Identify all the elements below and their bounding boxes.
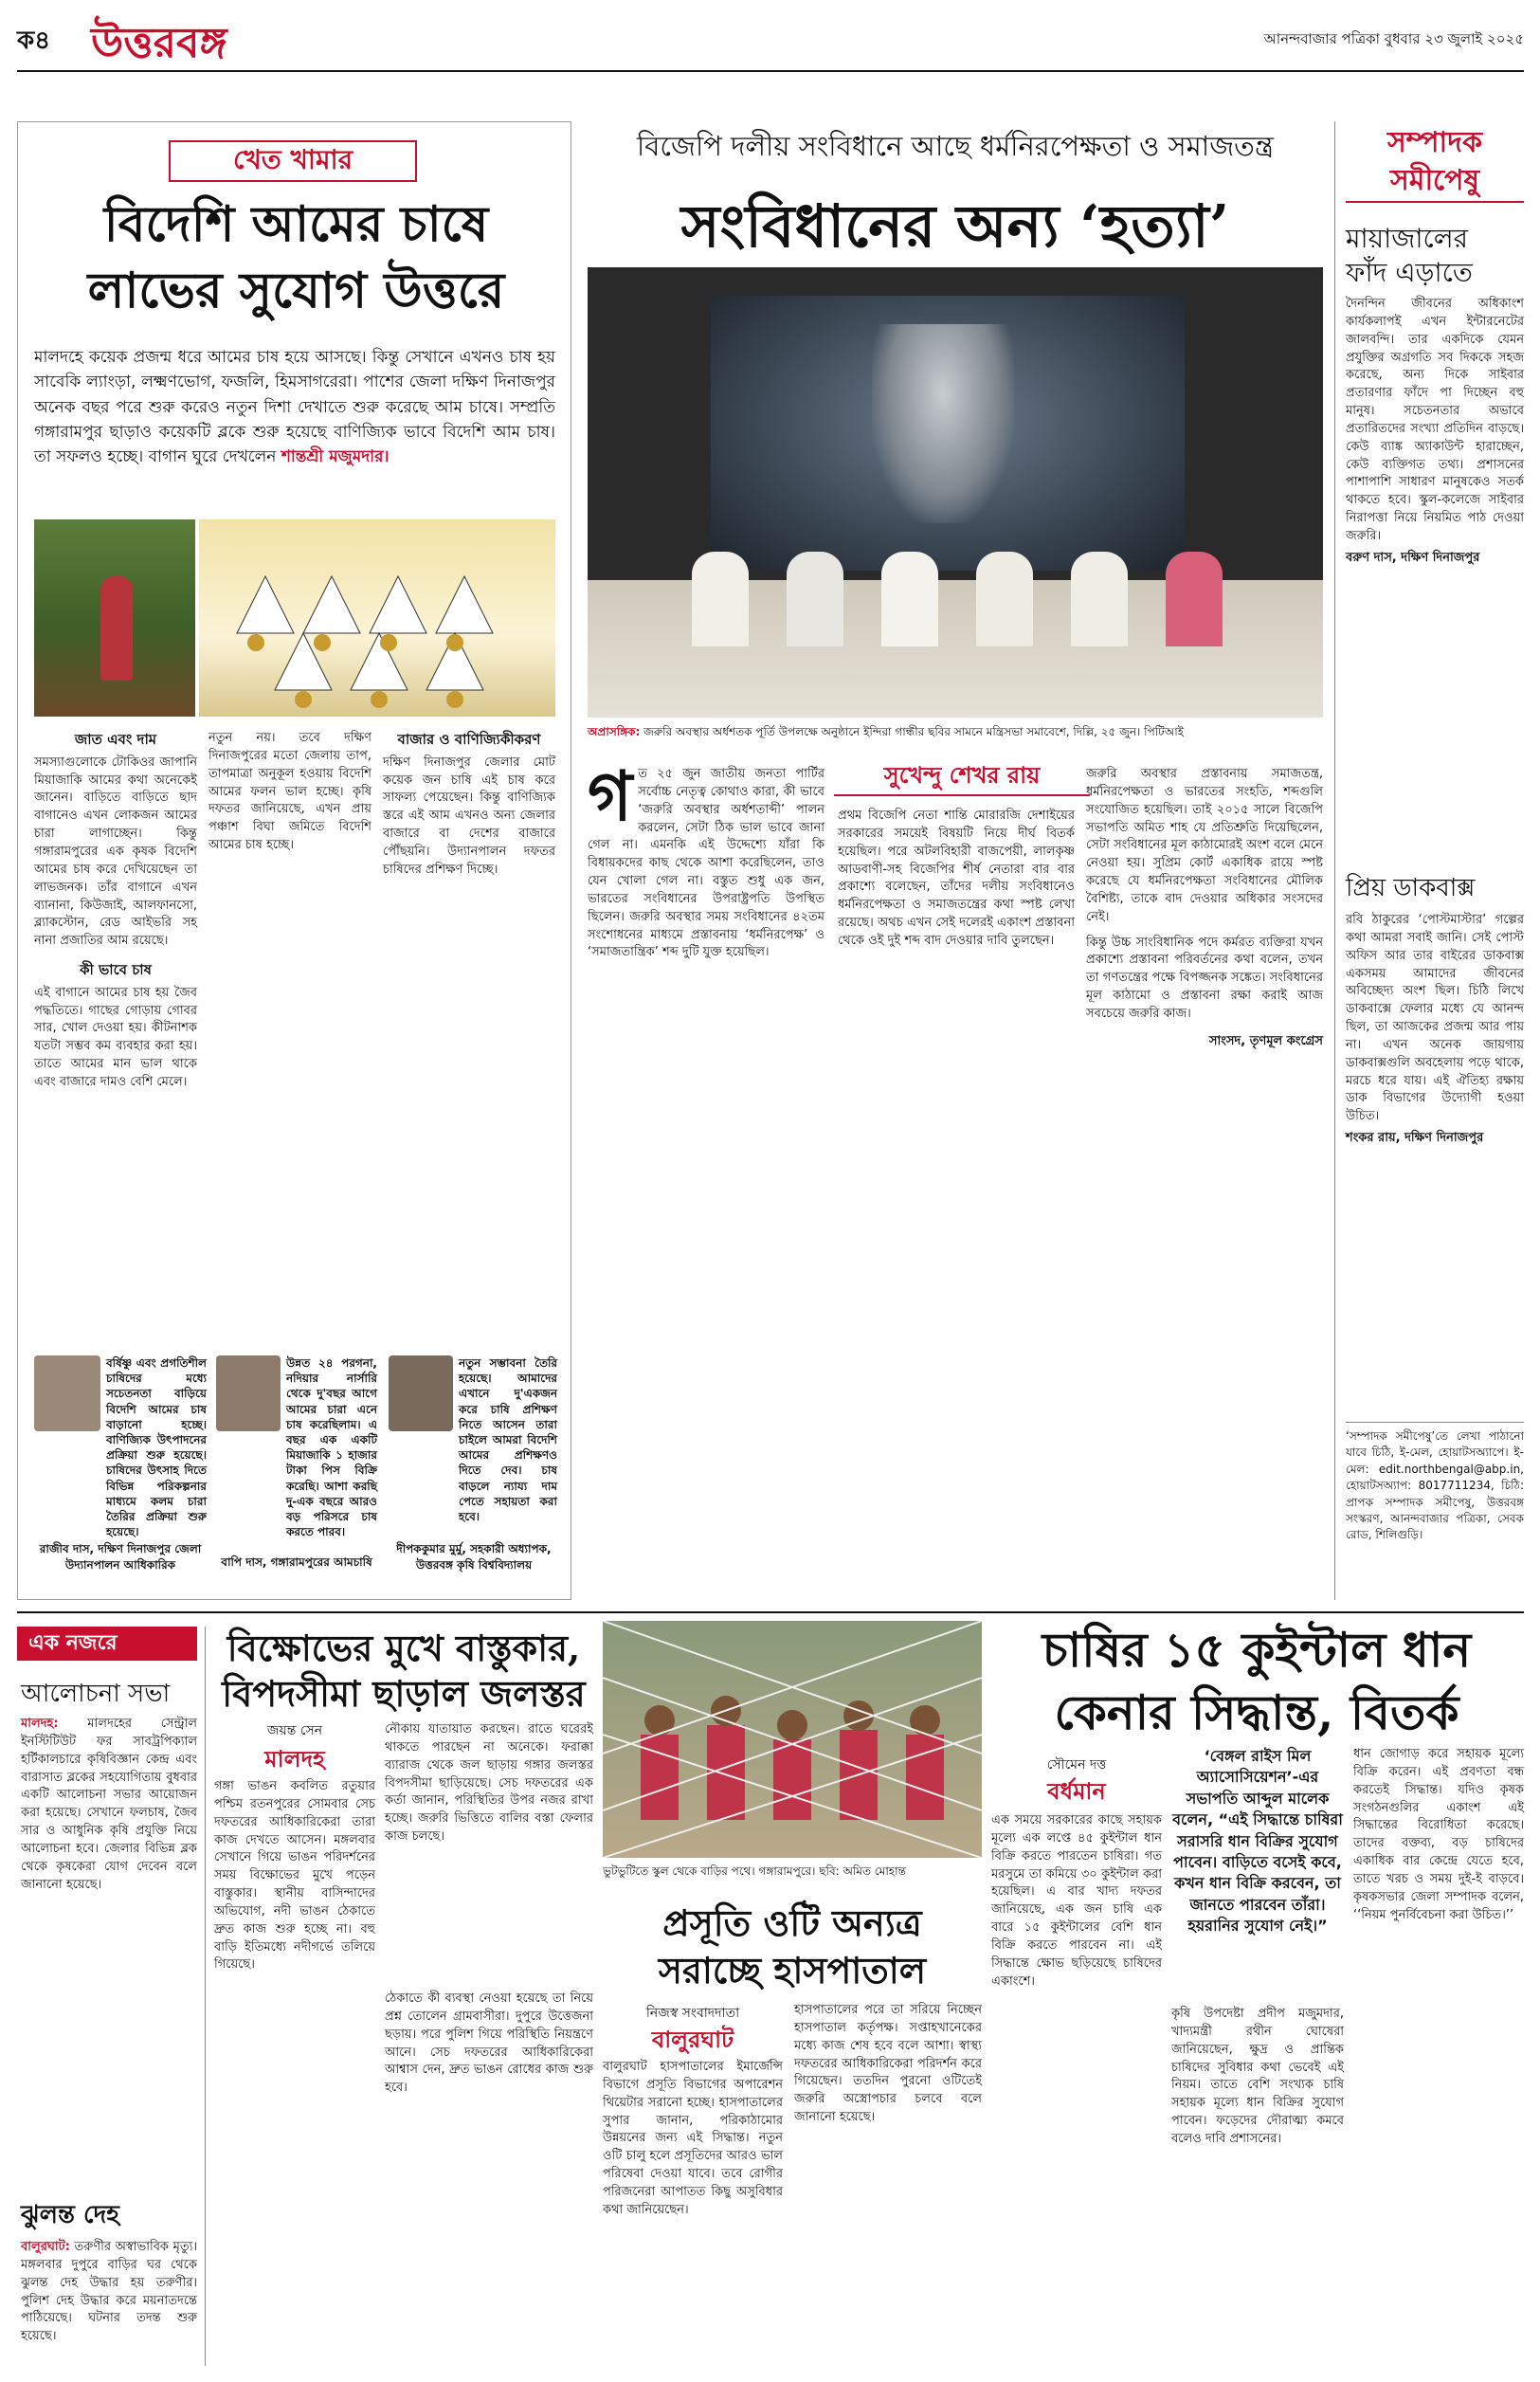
brief-2-text: তরুণীর অস্বাভাবিক মৃত্যু। মঙ্গলবার দুপুরে বাড়ির ঘর থেকে ঝুলন্ত দেহ উদ্ধার হয় তরুণীর। পুলিশ দেহ উদ্ধার করে ময়নাতদন্তে পাঠিয়েছে। ঘটনার তদন্ত শুরু হয়েছে। — [21, 2240, 197, 2344]
mango-orchard-photo — [34, 519, 195, 717]
letter-1-body — [1346, 296, 1524, 568]
brief-body-2 — [21, 2239, 197, 2346]
flood-headline-1: বিক্ষোভের মুখে বাস্তুকার, — [226, 1627, 581, 1669]
quote-block-1 — [34, 1355, 207, 1592]
editor-contact: ‘সম্পাদক সমীপেষু’তে লেখা পাঠানো যাবে চিঠি, ই-মেল, হোয়াটসঅ্যাপে। ই-মেল: edit.northbengal@abp.in, হোয়াটসঅ্যাপ: 8017711234, চিঠি: প্রাপক সম্পাদক সমীপেষু, উত্তরবঙ্গ সংস্করণ, আনন্দবাজার পত্রিকা, সেবক রোড, শিলিগুড়ি। — [1346, 1422, 1524, 1544]
lead-byline: সুখেন্দু শেখর রায় — [883, 761, 1041, 789]
farming-col-4-text: দক্ষিণ দিনাজপুর জেলার মোট কয়েক জন চাষি এই চাষ করে সাফল্য পেয়েছেন। কিন্তু বাণিজ্যিক স্তরে এই আম এখনও অন্য জেলার বাজারে বা দেশের বাজারে পৌঁছয়নি। উদ্যানপালন দফতর চাষিদের প্রশিক্ষণ দিচ্ছে। — [383, 755, 555, 877]
quote-2-text: উন্নত ২৪ পরগনা, নদিয়ার নার্সারি থেকে দু'বছর আগে আমের চারা এনে চাষ করেছিলাম। এ বছর এক একটি মিয়াজাকি ১ হাজার টাকা পিস বিক্রি করেছি। আশা করছি দু-এক বছরে আরও বড় পরিসরে চাষ করতে পারব। — [286, 1356, 377, 1539]
paddy-col-3: ধান জোগাড় করে সহায়ক মূল্যে বিক্রি করেন। এই প্রবণতা বন্ধ করতেই সিদ্ধান্ত। যদিও কৃষক সংগঠনগুলির একাংশ এই সিদ্ধান্তের বিরোধিতা করেছে। তাদের বক্তব্য, বড় চাষিদের একাধিক বার কেন্দ্রে যেতে হবে, তাতে খরচ ও সময় দুই-ই বাড়বে। কৃষকসভার জেলা সম্পাদক বলেন, ‘‘নিয়ম পুনর্বিবেচনা করা উচিত।’’ — [1353, 1747, 1524, 1922]
paper-date: আনন্দবাজার পত্রিকা বুধবার ২৩ জুলাই ২০২৫ — [1263, 30, 1524, 47]
letter-1-sign: বরুণ দাস, দক্ষিণ দিনাজপুর — [1346, 550, 1480, 565]
farming-byline: শান্তশ্রী মজুমদার। — [281, 447, 390, 467]
editor-kicker-2: সমীপেষু — [1389, 164, 1480, 197]
lead-col-3 — [1086, 766, 1323, 1051]
farming-col-2-text: এই বাগানে আমের চাষ হয় জৈব পদ্ধতিতে। গাছের গোড়ায় গোবর সার, খোল দেওয়া হয়। কীটনাশক যতটা সম্ভব কম ব্যবহার করা হয়। তাতে আমের মান ভাল থাকে এবং বাজারে দামও বেশি মেলে। — [34, 985, 197, 1089]
brief-title-2: ঝুলন্ত দেহ — [21, 2201, 119, 2229]
paddy-col-1: এক সময়ে সরকারের কাছে সহায়ক মূল্যে এক লপ্তে ৪৫ কুইন্টাল ধান বিক্রি করতে পারতেন চাষিরা। গত মরসুমে তা কমিয়ে ৩০ কুইন্টাল করা হয়েছিল। এ বার খাদ্য দফতর জানিয়েছে, এক জন চাষি এক বারে ১৫ কুইন্টালের বেশি ধান বিক্রি করতে পারবেন না। এই সিদ্ধান্তে ক্ষোভ ছড়িয়েছে চাষিদের একাংশে। — [991, 1813, 1162, 1989]
letter-1-title-2: ফাঁদ এড়াতে — [1346, 257, 1473, 288]
letter-2-body — [1346, 912, 1524, 1148]
flood-col-3: ঠেকাতে কী ব্যবস্থা নেওয়া হয়েছে তা নিয়ে প্রশ্ন তোলেন গ্রামবাসীরা। দুপুরে উত্তেজনা ছড়ায়। পরে পুলিশ গিয়ে পরিস্থিতি নিয়ন্ত্রণে আনে। সেচ দফতরের আধিকারিকেরা আশ্বাস দেন, দ্রুত ভাঙন রোধের কাজ শুরু হবে। — [385, 1991, 593, 2096]
lead-col-2 — [838, 808, 1075, 951]
lead-dropcap: গ — [588, 755, 633, 836]
hospital-headline-2: সরাচ্ছে হাসপাতাল — [658, 1949, 927, 1991]
brief-divider — [205, 1627, 206, 2366]
quote-block-2 — [216, 1355, 377, 1592]
quote-3-portrait — [389, 1355, 453, 1431]
editor-divider — [1334, 121, 1335, 1600]
farming-intro — [34, 345, 555, 470]
flood-dateline: মালদহ — [264, 1745, 325, 1773]
letter-1-text: দৈনন্দিন জীবনের অধিকাংশ কার্যকলাপই এখন ইন্টারনেটের জালবন্দি। তার একদিকে যেমন প্রযুক্তির অগ্রগতি সব দিককে সহজ করেছে, অন্য দিকে সাইবার প্রতারণার ফাঁদে পা দিচ্ছেন বহু মানুষ। সচেতনতার অভাবে প্রতারিতদের সংখ্যা প্রতিদিন বাড়ছে। কেউ ব্যাঙ্ক অ্যাকাউন্ট হারাচ্ছেন, কেউ ব্যক্তিগত তথ্য। প্রশাসনের পাশাপাশি সাধারণ মানুষকেও সতর্ক থাকতে হবে। স্কুল-কলেজে সাইবার নিরাপত্তা নিয়ে নিয়মিত পাঠ দেওয়া জরুরি। — [1346, 297, 1524, 543]
quote-block-3 — [389, 1355, 559, 1592]
paddy-headline-2: কেনার সিদ্ধান্ত, বিতর্ক — [1054, 1684, 1459, 1740]
flood-col-1: গঙ্গা ভাঙন কবলিত রতুয়ার পশ্চিম রতনপুরের সোমবার সেচ দফতরের আধিকারিকেরা তারা কাজ দেখতে আসেন। মঙ্গলবার সেখানে গিয়ে ভাঙন পরিদর্শনের সময় বিক্ষোভের মুখে পড়েন বাস্তুকার। স্থানীয় বাসিন্দাদের অভিযোগ, নদী ভাঙন ঠেকাতে দ্রুত কাজ শুরু হচ্ছে না। বহু বাড়ি ইতিমধ্যে নদীগর্ভে তলিয়ে গিয়েছে। — [214, 1779, 375, 1973]
paddy-byline: সৌমেন দত্ত — [1046, 1757, 1107, 1773]
lead-col-3b-text: কিন্তু উচ্চ সাংবিধানিক পদে কর্মরত ব্যক্তিরা যখন প্রকাশ্যে প্রস্তাবনা পরিবর্তনের কথা বলেন, তখন তা গণতন্ত্রের পক্ষে বিপজ্জনক সঙ্কেত। সংবিধানের মূল কাঠামো ও প্রস্তাবনা রক্ষা করাই আজ সবচেয়ে জরুরি কাজ। — [1086, 935, 1323, 1021]
quote-2-name: বাপি দাস, গঙ্গারামপুরের আমচাষি — [221, 1555, 372, 1569]
farming-col-4 — [383, 730, 555, 880]
letter-2-text: রবি ঠাকুরের ‘পোস্টমাস্টার’ গল্পের কথা আমরা সবাই জানি। সেই পোস্ট অফিস আর তার বাইরের ডাকবাক্স একসময় আমাদের জীবনের অবিচ্ছেদ্য অংশ ছিল। চিঠি লিখে ডাকবাক্সে ফেলার মধ্যে যে আনন্দ ছিল, তা আজকের প্রজন্ম আর পায় না। এখন অনেক জায়গায় ডাকবাক্সগুলি অবহেলায় পড়ে থাকে, মরচে ধরে যায়। এই ঐতিহ্য রক্ষায় ডাক বিভাগের উদ্যোগী হওয়া উচিত। — [1346, 913, 1524, 1124]
lead-headline: সংবিধানের অন্য ‘হত্যা’ — [680, 191, 1230, 261]
paddy-col-2: কৃষি উপদেষ্টা প্রদীপ মজুমদার, খাদ্যমন্ত্রী রথীন ঘোষেরা জানিয়েছেন, ক্ষুদ্র ও প্রান্তিক চাষিদের সুবিধার কথা ভেবেই এই নিয়ম। তাতে বেশি সংখ্যক চাষি সহায়ক মূল্যে ধান বিক্রির সুযোগ পাবেন। ফড়েদের দৌরাত্ম্য কমবে বলেও দাবি প্রশাসনের। — [1171, 2007, 1344, 2146]
farmer-figure — [100, 576, 133, 681]
lead-byline-box — [834, 758, 1090, 796]
quote-3-text: নতুন সম্ভাবনা তৈরি হয়েছে। আমাদের এখানে দু'একজন করে চাষি প্রশিক্ষণ নিতে আসেন তারা চাইলে আমরা বিদেশি আমের প্রশিক্ষণও দিতে দেব। চাষ বাড়লে ন্যায্য দাম পেতে সহায়তা করা হবে। — [459, 1356, 557, 1523]
page-number: ক৪ — [17, 27, 51, 55]
hospital-col-2: হাসপাতালের পরে তা সরিয়ে নিচ্ছেন হাসপাতাল কর্তৃপক্ষ। সপ্তাহখানেকের মধ্যে কাজ শেষ হবে বলে আশা। স্বাস্থ্য দফতরের আধিকারিকেরা পরিদর্শন করে গিয়েছেন। ততদিন পুরনো ওটিতেই জরুরি অস্ত্রোপচার চলবে বলে জানানো হয়েছে। — [794, 2003, 982, 2125]
flood-col-2: নৌকায় যাতায়াত করছেন। রাতে ঘরেরই থাকতে পারছেন না অনেকে। ফরাক্কা ব্যারাজ থেকে জল ছাড়ায় গঙ্গার জলস্তর বিপদসীমা ছাড়িয়েছে। সেচ দফতরের এক কর্তা জানান, পরিস্থিতির উপর নজর রাখা হচ্ছে। জরুরি ভিত্তিতে বালির বস্তা ফেলার কাজ চলছে। — [385, 1722, 593, 1845]
brief-body-1 — [21, 1716, 197, 1894]
farming-col-1-text: সমস্যাগুলোকে টোকিওর জাপানি মিয়াজাকি আমের কথা অনেকেই জানেন। বাড়িতে বাড়িতে ছাদ বাগানেও এখন লোকজন আমের চারা লাগাচ্ছেন। কিন্তু গঙ্গারামপুরের এক কৃষক বিদেশি আমের চাষ করে দেখিয়েছেন তা লাভজনক। তাঁর বাগানে এখন ব্যানানা, কিউজাই, আলফানসো, ব্ল্যাকস্টোন, রেড আইভরি সহ নানা প্রজাতির আম রয়েছে। — [34, 755, 197, 949]
school-boat-photo — [603, 1621, 982, 1858]
letter-2-title: প্রিয় ডাকবাক্স — [1346, 874, 1476, 902]
hospital-dateline: বালুরঘাট — [651, 2026, 734, 2053]
hospital-byline: নিজস্ব সংবাদদাতা — [645, 2006, 740, 2021]
flood-headline-2: বিপদসীমা ছাড়াল জলস্তর — [222, 1672, 586, 1715]
school-boat-graphic — [603, 1621, 982, 1858]
paddy-dateline: বর্ধমান — [1047, 1777, 1106, 1805]
lead-photo-dignitaries — [692, 552, 1223, 646]
quote-1-text: বর্ষিষ্ণু এবং প্রগতিশীল চাষিদের মধ্যে সচেতনতা বাড়িয়ে বিদেশি আমের চাষ বাড়ানো হচ্ছে। বাণিজ্যিক উৎপাদনের প্রক্রিয়া শুরু হয়েছে। চাষিদের উৎসাহ দিতে বিভিন্ন পরিকল্পনার মাধ্যমে কলম চারা তৈরির প্রক্রিয়া শুরু হয়েছে। — [106, 1356, 207, 1539]
editor-kicker-rule — [1346, 201, 1524, 203]
brief-label: এক নজরে — [28, 1629, 118, 1655]
lead-photo — [588, 267, 1323, 718]
farming-subhead-2: কী ভাবে চাষ — [80, 961, 152, 979]
lead-author-note: সাংসদ, তৃণমূল কংগ্রেস — [1208, 1033, 1323, 1048]
lead-kicker: বিজেপি দলীয় সংবিধানে আছে ধর্মনিরপেক্ষতা ও সমাজতন্ত্র — [636, 130, 1275, 162]
lead-col-3-text: জরুরি অবস্থার প্রস্তাবনায় সমাজতন্ত্র, ধর্মনিরপেক্ষতা ও ভারতের সংহতি, শব্দগুলি সংযোজিত হয়েছিল। তাই ২০১৫ সালে বিজেপি সভাপতি অমিত শাহ যে প্রতিশ্রুতি দিয়েছিলেন, সেটা সংবিধানের মূল কাঠামোরই অংশ বলে মেনে নেওয়া হয়। সুপ্রিম কোর্ট একাধিক রায়ে স্পষ্ট করেছে যে ধর্মনিরপেক্ষতা সংবিধানের মৌলিক বৈশিষ্ট্য, তাকে বাদ দেওয়ার অধিকার সংসদের নেই। — [1086, 767, 1323, 924]
quote-2-portrait — [216, 1355, 281, 1431]
farming-col-3 — [208, 730, 371, 855]
farming-headline-1: বিদেশি আমের চাষে — [103, 195, 489, 253]
letter-1-title-1: মায়াজালের — [1346, 223, 1468, 254]
brief-2-place: বালুরঘাট: — [21, 2240, 70, 2254]
quote-1-portrait — [34, 1355, 100, 1431]
mango-display-photo — [199, 519, 555, 717]
farming-intro-text: মালদহে কয়েক প্রজন্ম ধরে আমের চাষ হয়ে আসছে। কিন্তু সেখানে এখনও চাষ হয় সাবেকি ল্যাংড়া, লক্ষ্মণভোগ, ফজলি, হিমসাগরেরা। পাশের জেলা দক্ষিণ দিনাজপুর অনেক বছর পরে শুরু করেও নতুন দিশা দেখাতে শুরু করেছে আম চাষে। সম্প্রতি গঙ্গারামপুর ছাড়াও কয়েকটি ব্লকে শুরু হয়েছে বাণিজ্যিক ভাবে বিদেশি আম চাষ। তা সফলও হচ্ছে। বাগান ঘুরে দেখলেন — [34, 348, 555, 467]
mango-display-graphic — [199, 519, 555, 717]
lead-col-2-text: প্রথম বিজেপি নেতা শান্তি মোরারজি দেশাইয়ের সরকারের সময়েই বিষয়টি নিয়ে দীর্ঘ বিতর্ক হয়েছিল। পরে অটলবিহারী বাজপেয়ী, লালকৃষ্ণ আডবাণী-সহ বিজেপির শীর্ষ নেতারা বার বার প্রকাশ্যে বলেছেন, তাঁদের দলীয় সংবিধানেও ধর্মনিরপেক্ষতা ও সমাজতন্ত্রের কথা স্পষ্ট লেখা রয়েছে। অথচ এখন সেই দলেরই একাংশ প্রস্তাবনা থেকে ওই দুই শব্দ বাদ দেওয়ার দাবি তুলছেন। — [838, 809, 1075, 948]
hospital-headline-1: প্রসূতি ওটি অন্যত্র — [662, 1901, 922, 1944]
lead-col-1 — [588, 755, 824, 962]
farming-kicker — [169, 140, 417, 182]
farming-subhead-1: জাত এবং দাম — [74, 731, 157, 748]
farming-col-1 — [34, 730, 197, 1092]
farming-kicker-text: খেত খামার — [232, 143, 353, 175]
lead-caption-label: অপ্রাসঙ্গিক: — [588, 725, 641, 738]
editor-kicker-1: সম্পাদক — [1386, 126, 1483, 159]
paddy-headline-1: চাষির ১৫ কুইন্টাল ধান — [1042, 1622, 1472, 1678]
section-title: উত্তরবঙ্গ — [91, 19, 227, 67]
quote-3-name: দীপককুমার মুর্মু, সহকারী অধ্যাপক, উত্তরবঙ্গ কৃষি বিশ্ববিদ্যালয় — [396, 1542, 552, 1573]
masthead — [17, 11, 1524, 68]
hospital-col-1: বালুরঘাট হাসপাতালের ইমার্জেন্সি বিভাগে প্রসূতি বিভাগের অপারেশন থিয়েটার সরানো হচ্ছে। হাসপাতালের সুপার জানান, পরিকাঠামোর উন্নয়নের জন্য এই সিদ্ধান্ত। নতুন ওটি চালু হলে প্রসূতিদের আরও ভাল পরিষেবা দেওয়া যাবে। তবে রোগীর পরিজনেরা আপাতত কিছু অসুবিধার কথা জানিয়েছেন। — [603, 2060, 783, 2217]
page-mid-rule — [17, 1611, 1524, 1613]
farming-subhead-3: বাজার ও বাণিজ্যিকীকরণ — [397, 731, 541, 748]
quote-1-name: রাজীব দাস, দক্ষিণ দিনাজপুর জেলা উদ্যানপালন আধিকারিক — [39, 1542, 202, 1573]
farming-col-3-text: নতুন নয়। তবে দক্ষিণ দিনাজপুরের মতো জেলায় তাপ, তাপমাত্রা অনুকূল হওয়ায় বিদেশি আমের ফলন ভাল হচ্ছে। কৃষি দফতর জানিয়েছে, এখন প্রায় পঞ্চাশ বিঘা জমিতে বিদেশি আমের চাষ হচ্ছে। — [208, 731, 371, 853]
lead-col-1-text: ত ২৫ জুন জাতীয় জনতা পার্টির সর্বোচ্চ নেতৃত্ব কোথাও কারা, কী ভাবে ‘জরুরি অবস্থার অর্ধশতাব্দী’ পালন করলেন, সেটা ঠিক ভাল ভাবে জানা গেল না। এমনকি এই উদ্দেশ্যে যাঁরা কি বিধায়কদের কাছ থেকে আশা করেছিলেন, তাও যেন খোলা গেল না। বস্তুত শুধু এক জন, ভারতের সংবিধানের উপরাষ্ট্রপতি উপস্থিত ছিলেন। জরুরি অবস্থার সময় সংবিধানের ৪২তম সংশোধনের মাধ্যমে প্রস্তাবনায় ‘ধর্মনিরপেক্ষ’ ও ‘সমাজতান্ত্রিক’ শব্দ দুটি যুক্ত হয়েছিল। — [588, 767, 824, 960]
brief-1-text: মালদহের সেন্ট্রাল ইনস্টিটিউট ফর সাবট্রপিক্যাল হর্টিকালচারে কৃষিবিজ্ঞান কেন্দ্র এবং বারাসাত ব্লকের সহযোগিতায় বুধবার একটি আলোচনা সভার আয়োজন করা হয়েছে। সেখানে ফলচাষ, জৈব সার ও আধুনিক কৃষি প্রযুক্তি নিয়ে আলোচনা হবে। জেলার বিভিন্ন ব্লক থেকে কৃষকেরা যোগ দেবেন বলে জানানো হয়েছে। — [21, 1717, 197, 1892]
school-photo-caption: ভুটভুটিতে স্কুল থেকে বাড়ির পথে। গঙ্গারামপুরে। ছবি: অমিত মোহান্ত — [603, 1864, 906, 1878]
farming-headline-2: লাভের সুযোগ উত্তরে — [87, 262, 505, 319]
flood-byline: জয়ন্ত সেন — [266, 1723, 323, 1738]
brief-label-box — [17, 1627, 197, 1661]
lead-photo-caption — [588, 724, 1323, 740]
brief-1-place: মালদহ: — [21, 1717, 59, 1731]
lead-photo-portrait — [872, 324, 1014, 523]
letter-2-sign: শংকর রায়, দক্ষিণ দিনাজপুর — [1346, 1131, 1484, 1146]
brief-title-1: আলোচনা সভা — [21, 1680, 171, 1708]
masthead-rule — [17, 70, 1524, 72]
lead-caption-text: জরুরি অবস্থার অর্ধশতক পূর্তি উপলক্ষে অনুষ্ঠানে ইন্দিরা গান্ধীর ছবির সামনে মন্ত্রিসভা সমাবেশে, দিল্লি, ২৫ জুন। পিটিআই — [643, 725, 1184, 738]
paddy-quote: ‘বেঙ্গল রাইস মিল অ্যাসোসিয়েশন’-এর সভাপতি আব্দুল মালেক বলেন, “এই সিদ্ধান্তে চাষিরা সরাসরি ধান বিক্রির সুযোগ পাবেন। বাড়িতে বসেই কবে, কখন ধান বিক্রি করবেন, তা জানতে পারবেন তাঁরা। হয়রানির সুযোগ নেই।” — [1172, 1747, 1343, 1936]
